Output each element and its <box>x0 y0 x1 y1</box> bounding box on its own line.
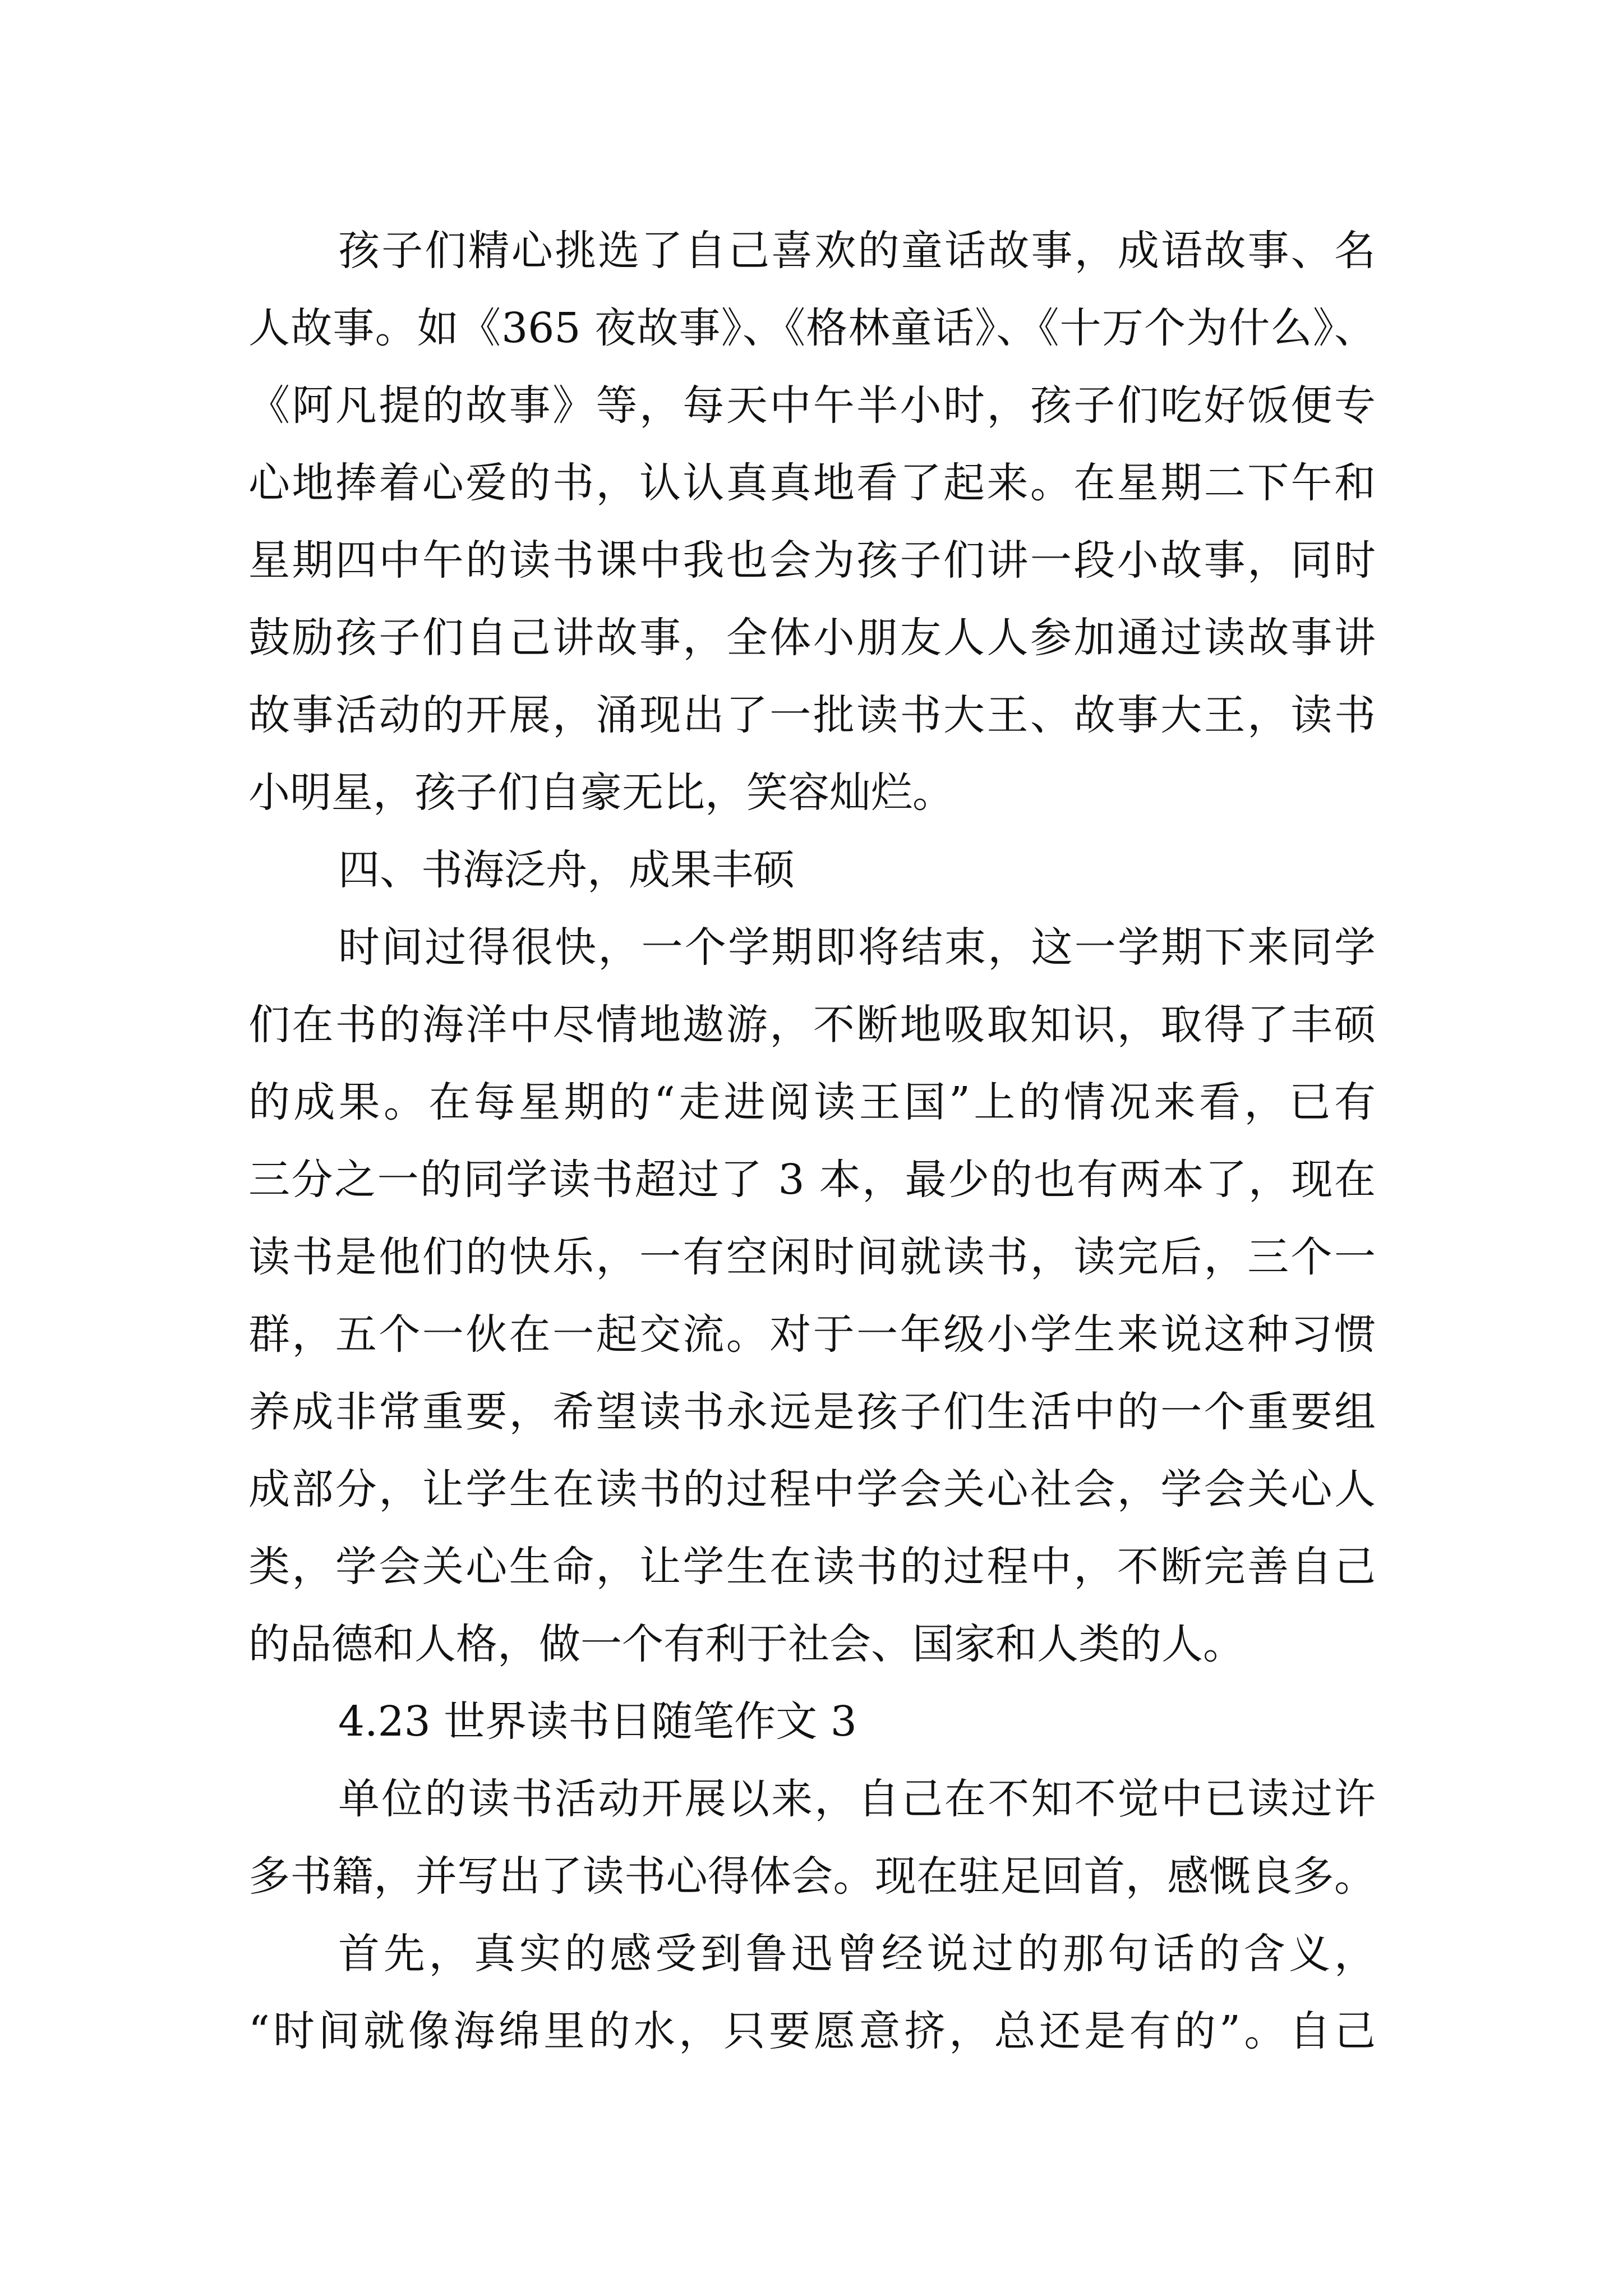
text-line: 成部分，让学生在读书的过程中学会关心社会，学会关心人 <box>248 1465 1376 1513</box>
text-line: 心地捧着心爱的书，认认真真地看了起来。在星期二下午和 <box>248 459 1376 507</box>
text-line: 类，学会关心生命，让学生在读书的过程中，不断完善自己 <box>248 1543 1376 1591</box>
text-line: 读书是他们的快乐，一有空闲时间就读书，读完后，三个一 <box>248 1233 1376 1281</box>
text-line: 多书籍，并写出了读书心得体会。现在驻足回首，感慨良多。 <box>248 1852 1376 1901</box>
text-line: 三分之一的同学读书超过了 3 本，最少的也有两本了，现在 <box>248 1156 1376 1204</box>
text-line: 故事活动的开展，涌现出了一批读书大王、故事大王，读书 <box>248 691 1376 739</box>
text-line: 首先，真实的感受到鲁迅曾经说过的那句话的含义， <box>338 1930 1376 1978</box>
text-line: 人故事。如《365 夜故事》、《格林童话》、《十万个为什么》、 <box>248 304 1376 352</box>
body-text <box>248 212 1376 2070</box>
text-line: 星期四中午的读书课中我也会为孩子们讲一段小故事，同时 <box>248 536 1376 585</box>
text-line: 小明星，孩子们自豪无比，笑容灿烂。 <box>248 769 954 817</box>
text-line: 养成非常重要，希望读书永远是孩子们生活中的一个重要组 <box>248 1388 1376 1436</box>
text-line: 单位的读书活动开展以来，自己在不知不觉中已读过许 <box>338 1775 1376 1823</box>
text-line: 《阿凡提的故事》等，每天中午半小时，孩子们吃好饭便专 <box>248 381 1376 430</box>
text-line: 鼓励孩子们自己讲故事，全体小朋友人人参加通过读故事讲 <box>248 614 1376 662</box>
text-line: 群，五个一伙在一起交流。对于一年级小学生来说这种习惯 <box>248 1310 1376 1359</box>
section-heading: 四、书海泛舟，成果丰硕 <box>338 846 795 894</box>
text-line: 的品德和人格，做一个有利于社会、国家和人类的人。 <box>248 1620 1244 1668</box>
text-line: 孩子们精心挑选了自己喜欢的童话故事，成语故事、名 <box>338 227 1376 275</box>
text-line: 时间过得很快，一个学期即将结束，这一学期下来同学 <box>338 923 1376 972</box>
text-line: 的成果。在每星期的“走进阅读王国”上的情况来看，已有 <box>248 1078 1376 1126</box>
text-line: “时间就像海绵里的水，只要愿意挤，总还是有的”。自己 <box>248 2007 1376 2055</box>
article-title: 4.23 世界读书日随笔作文 3 <box>338 1697 857 1746</box>
text-line: 们在书的海洋中尽情地遨游，不断地吸取知识，取得了丰硕 <box>248 1001 1376 1049</box>
